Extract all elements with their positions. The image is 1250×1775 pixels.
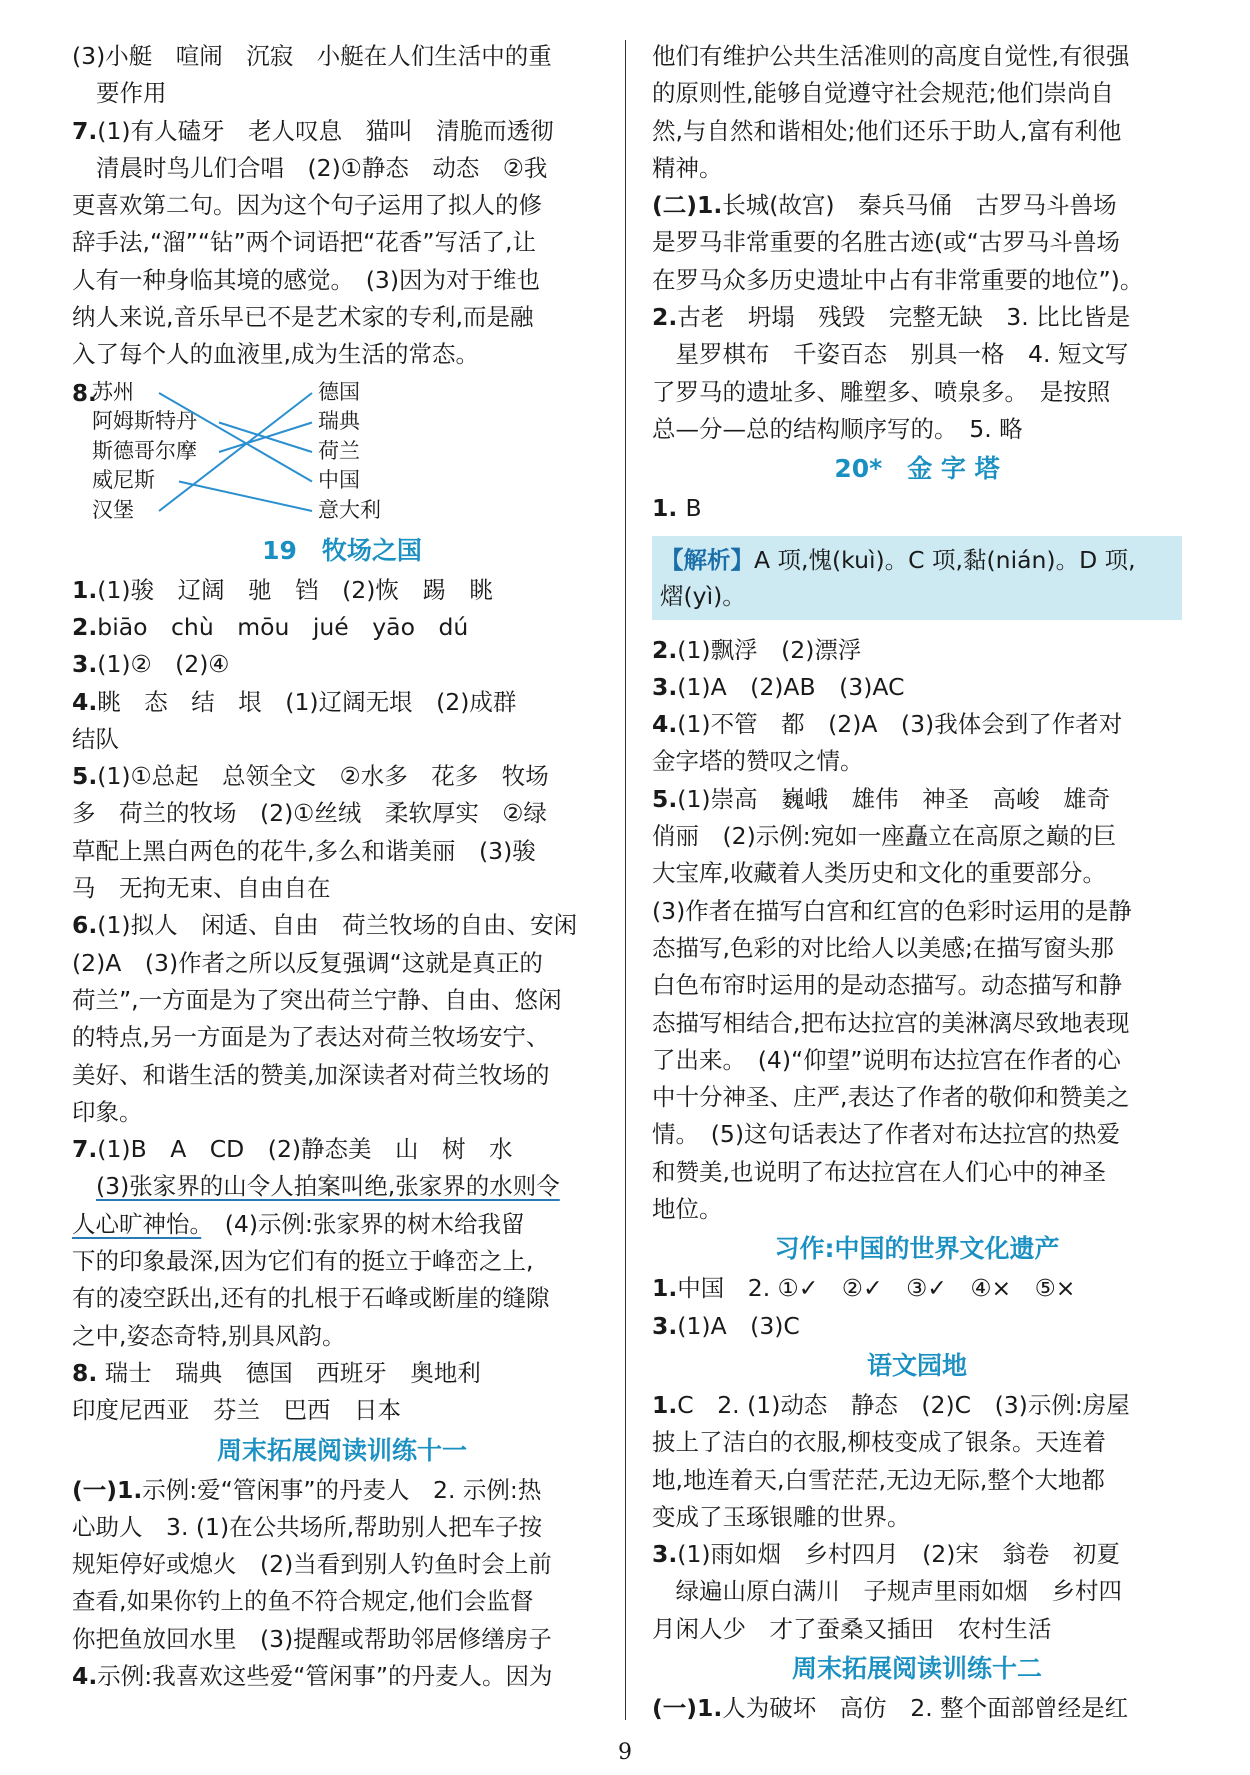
text-line: 3.(1)雨如烟 乡村四月 (2)宋 翁卷 初夏 (652, 1540, 1120, 1569)
text-line: 总—分—总的结构顺序写的。 5. 略 (652, 414, 1023, 443)
analysis-note: 【解析】A 项,愧(kuì)。C 项,黏(nián)。D 项, 熠(yì)。 (652, 536, 1182, 620)
text-line: 你把鱼放回水里 (3)提醒或帮助邻居修缮房子 (72, 1624, 552, 1653)
text-line: 白色布帘时运用的是动态描写。动态描写和静 (652, 971, 1122, 1000)
garden-title: 语文园地 (866, 1350, 967, 1380)
weekend11-title: 周末拓展阅读训练十一 (216, 1435, 467, 1465)
text-line: 金字塔的赞叹之情。 (652, 747, 864, 776)
garden-answers (652, 1387, 1182, 1648)
text-line: 和赞美,也说明了布达拉宫在人们心中的神圣 (652, 1157, 1106, 1186)
text-line: 俏丽 (2)示例:宛如一座矗立在高原之巅的巨 (652, 822, 1117, 851)
q7-after: (4)示例:张家界的树木给我留 (201, 1209, 525, 1238)
lesson19-q8-line1: 8. 瑞士 瑞典 德国 西班牙 奥地利 (72, 1358, 481, 1387)
q7-first-line: 7.(1)有人磕牙 老人叹息 猫叫 清脆而透彻 (72, 116, 554, 145)
text-line: 5.(1)崇高 巍峨 雄伟 神圣 高峻 雄奇 (652, 784, 1111, 813)
match-line (179, 481, 312, 511)
match-right-item: 荷兰 (318, 438, 360, 463)
text-line: 多 荷兰的牧场 (2)①丝绒 柔软厚实 ②绿 (72, 799, 547, 828)
text-line: 清晨时鸟儿们合唱 (2)①静态 动态 ②我 (96, 153, 548, 182)
lesson20-answers (652, 632, 1182, 1229)
match-left-item: 汉堡 (92, 497, 134, 522)
right-column (652, 38, 1182, 1727)
weekend12-answers (652, 1690, 1182, 1727)
text-line: 马 无拘无束、自由自在 (72, 874, 331, 903)
text-line: (3)小艇 喧闹 沉寂 小艇在人们生活中的重 (72, 42, 552, 70)
text-line: 2.古老 坍塌 残毁 完整无缺 3. 比比皆是 (652, 303, 1131, 332)
text-line: 人有一种身临其境的感觉。 (3)因为对于维也 (72, 265, 541, 294)
q7-answer (72, 150, 612, 374)
q7-underlined-1: (3)张家界的山令人拍案叫绝,张家界的水则令 (96, 1172, 560, 1201)
text-line: 是罗马非常重要的名胜古迹(或“古罗马斗兽场 (652, 228, 1120, 257)
column-divider (625, 40, 626, 1720)
text-line: (3)作者在描写白宫和红宫的色彩时运用的是静 (652, 896, 1132, 925)
left-column (72, 38, 612, 1695)
writing-title: 习作:中国的世界文化遗产 (774, 1234, 1060, 1264)
text-line: 之中,姿态奇特,别具风韵。 (72, 1321, 346, 1350)
weekend11-continued (652, 38, 1182, 187)
text-line: 入了每个人的血液里,成为生活的常态。 (72, 340, 479, 369)
q18-continued (72, 38, 612, 113)
text-line: 4.(1)不管 都 (2)A (3)我体会到了作者对 (652, 710, 1123, 739)
writing-answers (652, 1270, 1182, 1345)
text-line: 有的凌空跃出,还有的扎根于石峰或断崖的缝隙 (72, 1284, 550, 1313)
text-line: 1.中国 2. ①✓ ②✓ ③✓ ④× ⑤× (652, 1274, 1076, 1303)
text-line: 心助人 3. (1)在公共场所,帮助别人把车子按 (72, 1512, 543, 1541)
text-line: 结队 (72, 724, 119, 753)
text-line: 3.(1)② (2)④ (72, 650, 230, 679)
text-line: 的特点,另一方面是为了表达对荷兰牧场安宁、 (72, 1023, 550, 1052)
lesson19-q8-line2: 印度尼西亚 芬兰 巴西 日本 (72, 1396, 401, 1425)
match-left-item: 威尼斯 (92, 468, 155, 493)
text-line: (一)1.人为破坏 高仿 2. 整个面部曾经是红 (652, 1693, 1129, 1722)
text-line: 美好、和谐生活的赞美,加深读者对荷兰牧场的 (72, 1060, 550, 1089)
matching-number: 8. (72, 380, 97, 407)
text-line: 3.(1)A (2)AB (3)AC (652, 672, 905, 701)
match-line (159, 393, 312, 482)
matching-exercise (72, 378, 612, 530)
text-line: 4.示例:我喜欢这些爱“管闲事”的丹麦人。因为 (72, 1661, 553, 1690)
text-line: 披上了洁白的衣服,柳枝变成了银条。天连着 (652, 1428, 1106, 1457)
text-line: 下的印象最深,因为它们有的挺立于峰峦之上, (72, 1247, 534, 1276)
lesson19-title: 19 牧场之国 (262, 535, 422, 565)
text-line: 然,与自然和谐相处;他们还乐于助人,富有利他 (652, 116, 1122, 145)
text-line: 态描写,色彩的对比给人以美感;在描写窗头那 (652, 933, 1114, 962)
analysis-tag: 【解析】 (660, 545, 754, 574)
q7-underlined-2: 人心旷神怡。 (72, 1209, 202, 1238)
lesson20-q1: 1. B (652, 494, 702, 523)
text-line: 纳人来说,音乐早已不是艺术家的专利,而是融 (72, 303, 534, 332)
text-line: 的原则性,能够自觉遵守社会规范;他们崇尚自 (652, 79, 1114, 108)
lesson20-title: 20* 金 字 塔 (834, 454, 1000, 484)
weekend11-answers (72, 1472, 612, 1696)
text-line: 中十分神圣、庄严,表达了作者的敬仰和赞美之 (652, 1083, 1130, 1112)
text-line: 大宝库,收藏着人类历史和文化的重要部分。 (652, 859, 1106, 888)
text-line: 地,地连着天,白雪茫茫,无边无际,整个大地都 (652, 1465, 1105, 1494)
weekend12-title: 周末拓展阅读训练十二 (791, 1653, 1042, 1683)
text-line: 4.眺 态 结 垠 (1)辽阔无垠 (2)成群 (72, 687, 517, 716)
text-line: 2.biāo chù mōu jué yāo dú (72, 612, 469, 641)
text-line: 在罗马众多历史遗址中占有非常重要的地位”)。 (652, 265, 1144, 294)
text-line: 更喜欢第二句。因为这个句子运用了拟人的修 (72, 191, 542, 220)
text-line: 绿遍山原白满川 子规声里雨如烟 乡村四 (652, 1577, 1122, 1606)
text-line: 查看,如果你钓上的鱼不符合规定,他们会监督 (72, 1587, 534, 1616)
match-right-item: 德国 (318, 379, 360, 404)
text-line: 要作用 (96, 79, 167, 108)
text-line: 精神。 (652, 153, 723, 182)
match-right-item: 中国 (318, 468, 360, 493)
text-line: 规矩停好或熄火 (2)当看到别人钓鱼时会上前 (72, 1550, 552, 1579)
text-line: 他们有维护公共生活准则的高度自觉性,有很强 (652, 42, 1130, 70)
text-line: 星罗棋布 千姿百态 别具一格 4. 短文写 (652, 340, 1129, 369)
match-right-item: 意大利 (318, 497, 381, 522)
text-line: 荷兰”,一方面是为了突出荷兰宁静、自由、悠闲 (72, 985, 562, 1014)
text-line: 3.(1)A (3)C (652, 1311, 800, 1340)
text-line: 月闲人少 才了蚕桑又插田 农村生活 (652, 1614, 1052, 1643)
text-line: (二)1.长城(故宫) 秦兵马俑 古罗马斗兽场 (652, 191, 1117, 220)
text-line: (一)1.示例:爱“管闲事”的丹麦人 2. 示例:热 (72, 1475, 542, 1504)
text-line: 7.(1)B A CD (2)静态美 山 树 水 (72, 1135, 513, 1164)
match-left-item: 阿姆斯特丹 (92, 409, 197, 434)
text-line: 了出来。 (4)“仰望”说明布达拉宫在作者的心 (652, 1045, 1121, 1074)
text-line: 态描写相结合,把布达拉宫的美淋漓尽致地表现 (652, 1008, 1130, 1037)
text-line: 1.C 2. (1)动态 静态 (2)C (3)示例:房屋 (652, 1390, 1130, 1419)
text-line: (2)A (3)作者之所以反复强调“这就是真正的 (72, 948, 543, 977)
text-line: 辞手法,“溜”“钻”两个词语把“花香”写活了,让 (72, 228, 536, 257)
text-line: 6.(1)拟人 闲适、自由 荷兰牧场的自由、安闲 (72, 911, 578, 940)
text-line: 2.(1)飘浮 (2)漂浮 (652, 635, 862, 664)
text-line: 印象。 (72, 1097, 143, 1126)
text-line: 地位。 (652, 1195, 723, 1224)
match-left-item: 斯德哥尔摩 (92, 438, 197, 463)
text-line: 变成了玉琢银雕的世界。 (652, 1502, 911, 1531)
matching-lines (72, 378, 612, 530)
lesson19-answers (72, 572, 612, 1169)
page-number: 9 (618, 1740, 632, 1765)
text-line: 情。 (5)这句话表达了作者对布达拉宫的热爱 (652, 1120, 1121, 1149)
text-line: 了罗马的遗址多、雕塑多、喷泉多。 是按照 (652, 377, 1111, 406)
text-line: 草配上黑白两色的花牛,多么和谐美丽 (3)骏 (72, 836, 536, 865)
text-line: 5.(1)①总起 总领全文 ②水多 花多 牧场 (72, 762, 549, 791)
weekend11-part2 (652, 187, 1182, 448)
match-left-item: 苏州 (92, 379, 134, 404)
match-right-item: 瑞典 (318, 409, 360, 434)
text-line: 1.(1)骏 辽阔 驰 铛 (2)恢 踢 眺 (72, 575, 493, 604)
